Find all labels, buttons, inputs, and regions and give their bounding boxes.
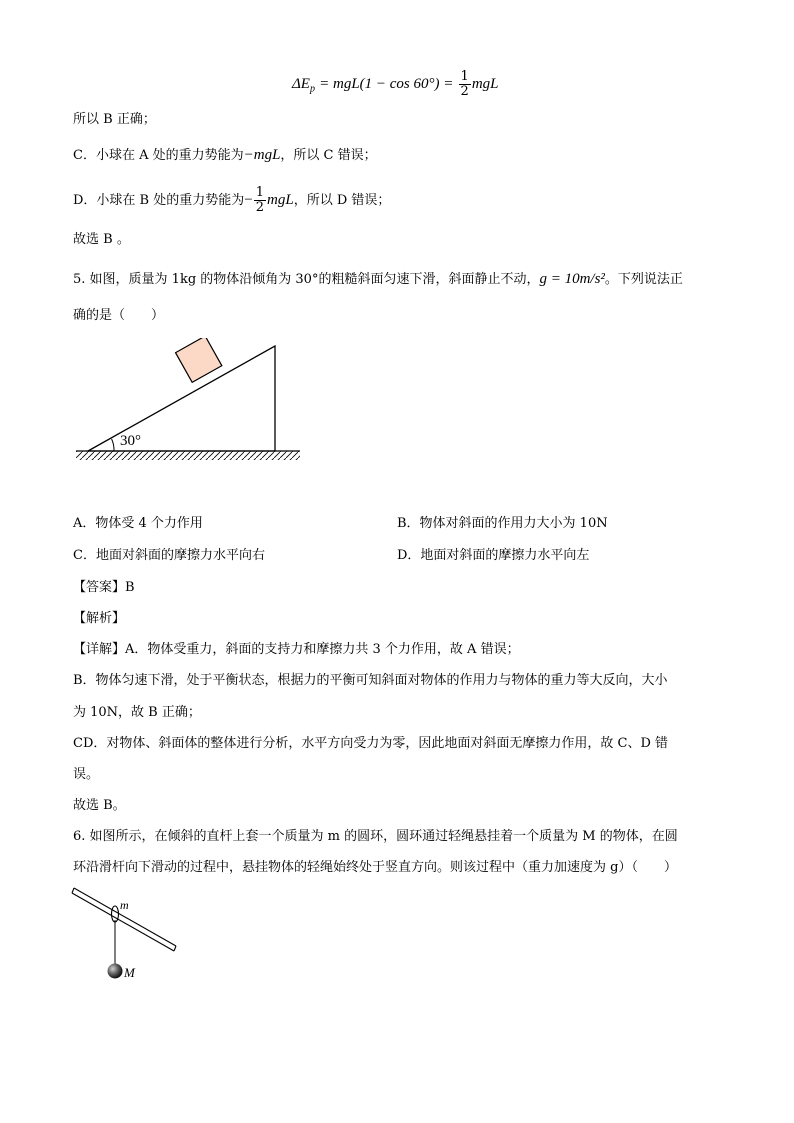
q5-analysis: 【解析】 [73, 611, 126, 626]
q5-stem-end: 。下列说法正 [604, 272, 683, 287]
option-d: D．地面对斜面的摩擦力水平向左 [397, 548, 590, 563]
c-suffix: ，所以 C 错误； [280, 148, 377, 163]
q5-stem-1 [73, 269, 683, 290]
q6-stem-2: 环沿滑杆向下滑动的过程中，悬挂物体的轻绳始终处于竖直方向。则该过程中（重力加速度为 g）（ ） [73, 860, 677, 875]
incline-figure [70, 338, 310, 468]
ring [112, 906, 119, 922]
eq-lhs-sub: p [309, 83, 315, 95]
rod-figure [68, 884, 188, 984]
q5-detail-cd1: CD．对物体、斜面体的整体进行分析，水平方向受力为零，因此地面对斜面无摩擦力作用，故 C、D 错 [73, 736, 669, 751]
q5-detail-b2: 为 10N，故 B 正确； [73, 705, 201, 720]
q5-stem-text: 5. 如图，质量为 1kg 的物体沿倾角为 30°的粗糙斜面匀速下滑，斜面静止不动， [73, 272, 540, 287]
eq-rhs: mgL [471, 76, 499, 92]
ball-label: M [124, 965, 135, 980]
ball [108, 964, 123, 979]
ground-hatch [76, 451, 300, 460]
eq-middle: = mgL(1 − cos 60°) = [319, 76, 454, 92]
line-choose-b: 故选 B 。 [73, 232, 130, 247]
c-math: −mgL [243, 147, 281, 163]
eq-frac-num: 1 [460, 69, 469, 84]
angle-label: 30° [120, 433, 141, 449]
line-b-correct: 所以 B 正确； [73, 112, 156, 127]
q5-stem-2: 确的是（ ） [73, 308, 165, 323]
q5-stem-g: g = 10m/s² [539, 271, 605, 287]
eq-fraction [459, 70, 471, 99]
eq-lhs: ΔE [292, 76, 310, 92]
option-c: C．地面对斜面的摩擦力水平向右 [73, 548, 265, 563]
q5-detail-a: 【详解】A．物体受重力，斜面的支持力和摩擦力共 3 个力作用，故 A 错误； [73, 642, 520, 657]
d-math: mgL [267, 192, 294, 208]
q5-answer: 【答案】B [73, 580, 135, 595]
d-frac-den: 2 [255, 200, 264, 215]
block [176, 338, 222, 382]
option-b: B．物体对斜面的作用力大小为 10N [397, 516, 608, 531]
d-suffix: ，所以 D 错误； [293, 193, 391, 208]
c-prefix: C．小球在 A 处的重力势能为 [73, 148, 244, 163]
q6-stem-1: 6. 如图所示，在倾斜的直杆上套一个质量为 m 的圆环，圆环通过轻绳悬挂着一个质量为 M 的物体，在圆 [73, 829, 678, 844]
option-a: A．物体受 4 个力作用 [73, 516, 203, 531]
line-c [73, 145, 377, 166]
q5-detail-b1: B．物体匀速下滑，处于平衡状态，根据力的平衡可知斜面对物体的作用力与物体的重力等大反向，大小 [73, 673, 668, 688]
d-frac-num: 1 [255, 185, 264, 200]
q5-detail-cd2: 误。 [73, 767, 100, 782]
d-minus: − [244, 192, 253, 208]
ring-label: m [120, 898, 129, 912]
eq-frac-den: 2 [460, 84, 469, 99]
equation-top [292, 70, 499, 100]
line-d [73, 186, 390, 215]
d-prefix: D．小球在 B 处的重力势能为 [73, 193, 245, 208]
angle-arc [112, 439, 114, 451]
q5-choose: 故选 B。 [73, 798, 126, 813]
d-fraction [254, 186, 266, 215]
